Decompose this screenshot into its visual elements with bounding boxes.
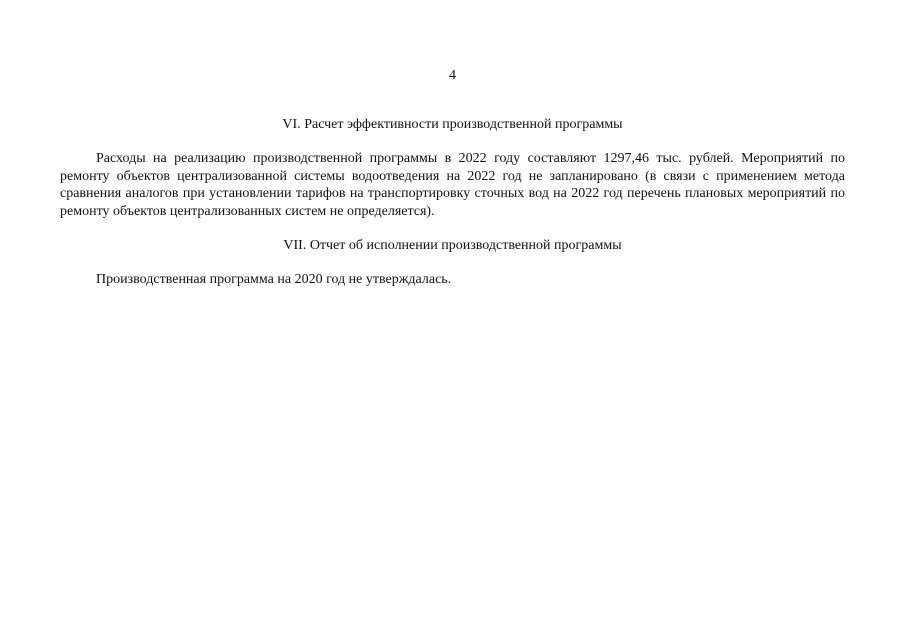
section-7-heading: VII. Отчет об исполнении производственной программы [283, 238, 622, 253]
section-6-heading: VI. Расчет эффективности производственной программы [282, 117, 623, 132]
page-number: 4 [449, 68, 456, 83]
section-6-paragraph: Расходы на реализацию производственной программы в 2022 году составляют 1297,46 тыс. рублей. Мероприятий по ремонту объектов централизованной системы водоотведения на 2022 год не запланировано (в связи с применением метода сравнения аналогов при установлении тарифов на транспортировку сточных вод на 2022 год перечень плановых мероприятий по ремонту объектов централизованных систем не определяется). [60, 151, 845, 219]
section-7-paragraph: Производственная программа на 2020 год не утверждалась. [96, 272, 452, 287]
